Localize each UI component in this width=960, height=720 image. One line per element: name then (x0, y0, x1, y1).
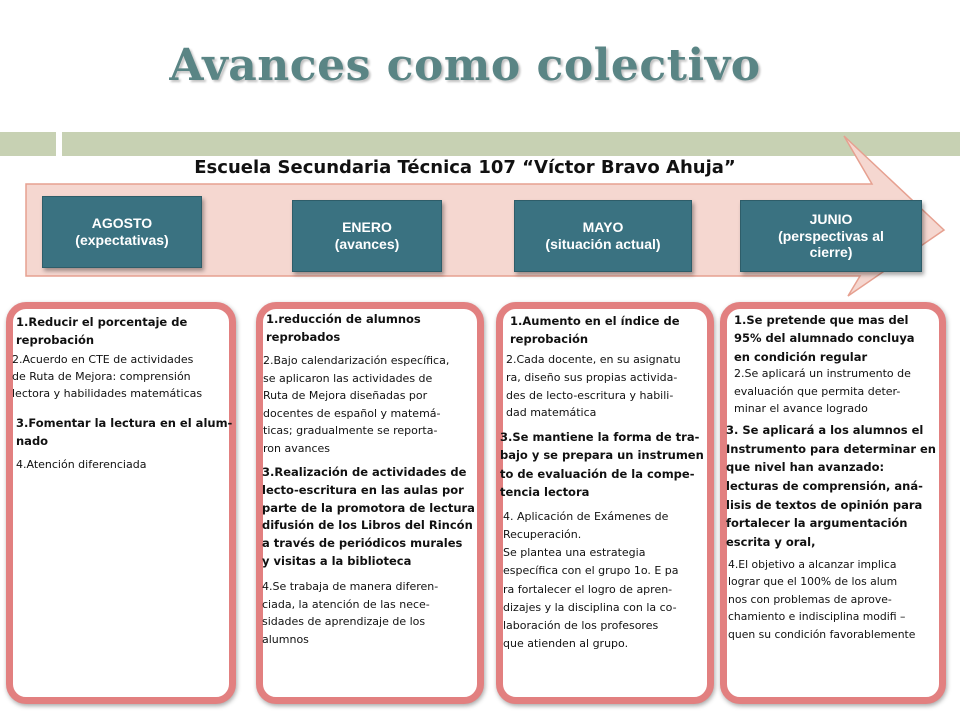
school-name: Escuela Secundaria Técnica 107 “Víctor Bravo Ahuja” (194, 157, 736, 178)
agosto-item-1: 1.Reducir el porcentaje de reprobación (16, 315, 188, 347)
phase-agosto (42, 196, 202, 268)
phase-line: (situación actual) (545, 236, 661, 252)
junio-item-3: 3. Se aplicará a los alumnos el Instrumento para determinar en que nivel han avanzado: lecturas de comprensión, aná- lisis de textos de opinión para fortalecer la argumentación escrita y oral, (726, 423, 936, 549)
agosto-item-2: 2.Acuerdo en CTE de actividades de Ruta de Mejora: comprensión lectora y habilidades matemáticas (12, 353, 203, 401)
enero-item-2: 2.Bajo calendarización específica, se aplicaron las actividades de Ruta de Mejora diseñadas por docentes de español y matemá- ticas; gradualmente se reporta- ron avances (263, 354, 450, 455)
phase-line: cierre) (809, 244, 853, 261)
enero-item-3: 3.Realización de actividades de lecto-escritura en las aulas por parte de la promotora de lectura difusión de los Libros del Rincón a través de periódicos murales y visitas a la biblioteca (262, 465, 475, 569)
agosto-item-4: 4.Atención diferenciada (16, 458, 147, 471)
mayo-item-4: 4. Aplicación de Exámenes de Recuperación. Se plantea una estrategia específica con el grupo 1o. E pa ra fortalecer el logro de apren- dizajes y la disciplina con la co- laboración de los profesores que atienden al grupo. (503, 510, 679, 650)
enero-item-1: 1.reducción de alumnos reprobados (266, 312, 421, 345)
phase-line: MAYO (582, 219, 624, 236)
junio-item-2: 2.Se aplicará un instrumento de evaluación que permita deter- minar el avance logrado (734, 367, 911, 416)
mayo-item-3: 3.Se mantiene la forma de tra- bajo y se prepara un instrumen to de evaluación de la compe- tencia lectora (500, 430, 704, 500)
phase-enero (292, 200, 442, 272)
mayo-item-1: 1.Aumento en el índice de reprobación (510, 314, 680, 346)
phase-mayo (514, 200, 692, 272)
phase-junio (740, 200, 922, 272)
junio-item-1: 1.Se pretende que mas del 95% del alumnado concluya en condición regular (734, 313, 915, 364)
phase-line: AGOSTO (91, 215, 153, 232)
mayo-item-2: 2.Cada docente, en su asignatu ra, diseño sus propias activida- des de lecto-escritura y habili- dad matemática (506, 353, 681, 420)
enero-item-4: 4.Se trabaja de manera diferen- ciada, la atención de las nece- sidades de aprendizaje de los alumnos (262, 580, 439, 646)
slide-title: Avances como colectivo (169, 40, 761, 91)
agosto-item-3: 3.Fomentar la lectura en el alum- nado (16, 416, 233, 448)
phase-line: ENERO (342, 219, 392, 236)
phase-line: (expectativas) (75, 232, 169, 248)
phase-line: (perspectivas al (778, 227, 884, 244)
phase-line: JUNIO (809, 210, 853, 227)
junio-item-4: 4.El objetivo a alcanzar implica lograr que el 100% de los alum nos con problemas de aprove- chamiento e indisciplina modifi – quen su condición favorablemente (728, 558, 916, 641)
phase-line: (avances) (334, 236, 400, 252)
